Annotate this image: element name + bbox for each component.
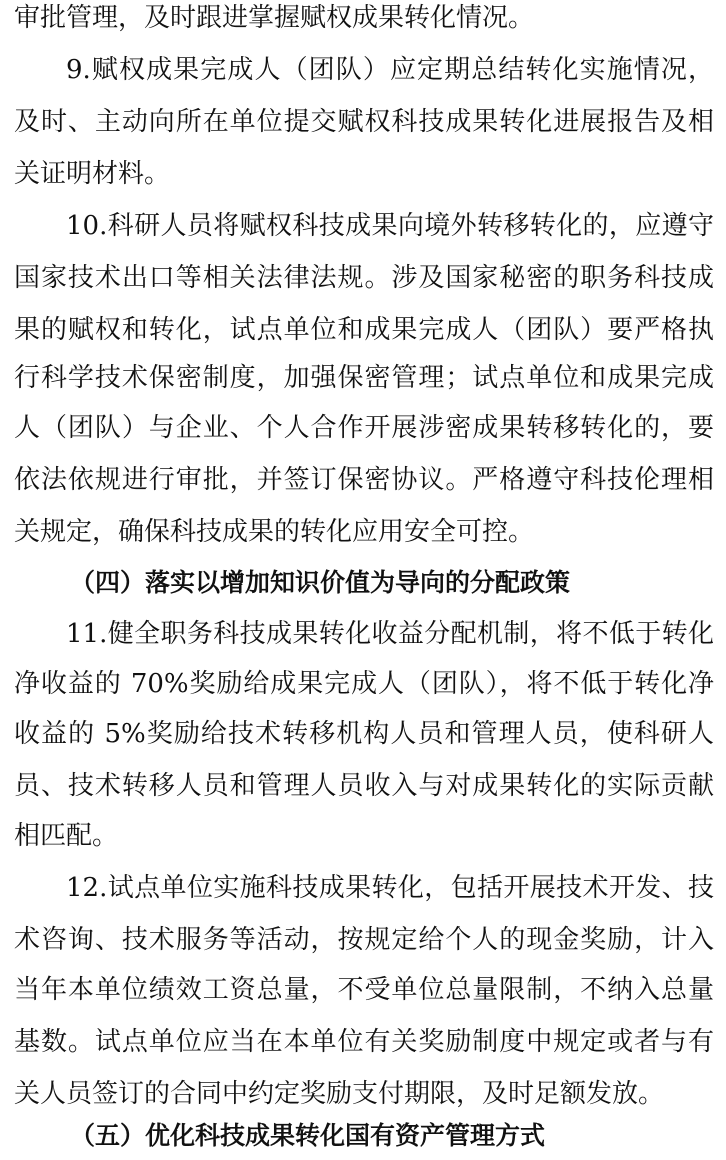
text-line: 依法依规进行审批，并签订保密协议。严格遵守科技伦理相 [14, 465, 714, 495]
text-line: 行科学技术保密制度，加强保密管理；试点单位和成果完成 [14, 363, 714, 393]
text-line: 人（团队）与企业、个人合作开展涉密成果转移转化的，要 [14, 413, 714, 443]
text-line: 国家技术出口等相关法律法规。涉及国家秘密的职务科技成 [14, 263, 714, 293]
section-heading: （四）落实以增加知识价值为导向的分配政策 [70, 568, 571, 597]
text-line: 11.健全职务科技成果转化收益分配机制，将不低于转化 [66, 619, 714, 649]
text-line: 关证明材料。 [14, 159, 171, 189]
text-line: 净收益的 70%奖励给成果完成人（团队），将不低于转化净 [14, 669, 714, 699]
text-line: 审批管理，及时跟进掌握赋权成果转化情况。 [14, 3, 535, 33]
text-line: 收益的 5%奖励给技术转移机构人员和管理人员，使科研人 [14, 719, 714, 749]
text-line: 果的赋权和转化，试点单位和成果完成人（团队）要严格执 [14, 315, 714, 345]
text-line: 当年本单位绩效工资总量，不受单位总量限制，不纳入总量 [14, 975, 714, 1005]
section-heading: （五）优化科技成果转化国有资产管理方式 [70, 1121, 546, 1150]
text-line: 基数。试点单位应当在本单位有关奖励制度中规定或者与有 [14, 1027, 714, 1057]
text-line: 及时、主动向所在单位提交赋权科技成果转化进展报告及相 [14, 107, 714, 137]
text-line: 12.试点单位实施科技成果转化，包括开展技术开发、技 [66, 873, 714, 903]
text-line: 关人员签订的合同中约定奖励支付期限，及时足额发放。 [14, 1079, 665, 1109]
text-line: 相匹配。 [14, 821, 119, 851]
text-line: 员、技术转移人员和管理人员收入与对成果转化的实际贡献 [14, 771, 714, 801]
text-line: 关规定，确保科技成果的转化应用安全可控。 [14, 517, 535, 547]
text-line: 9.赋权成果完成人（团队）应定期总结转化实施情况， [66, 55, 714, 85]
text-line: 10.科研人员将赋权科技成果向境外转移转化的，应遵守 [66, 211, 714, 241]
text-line: 术咨询、技术服务等活动，按规定给个人的现金奖励，计入 [14, 925, 714, 955]
